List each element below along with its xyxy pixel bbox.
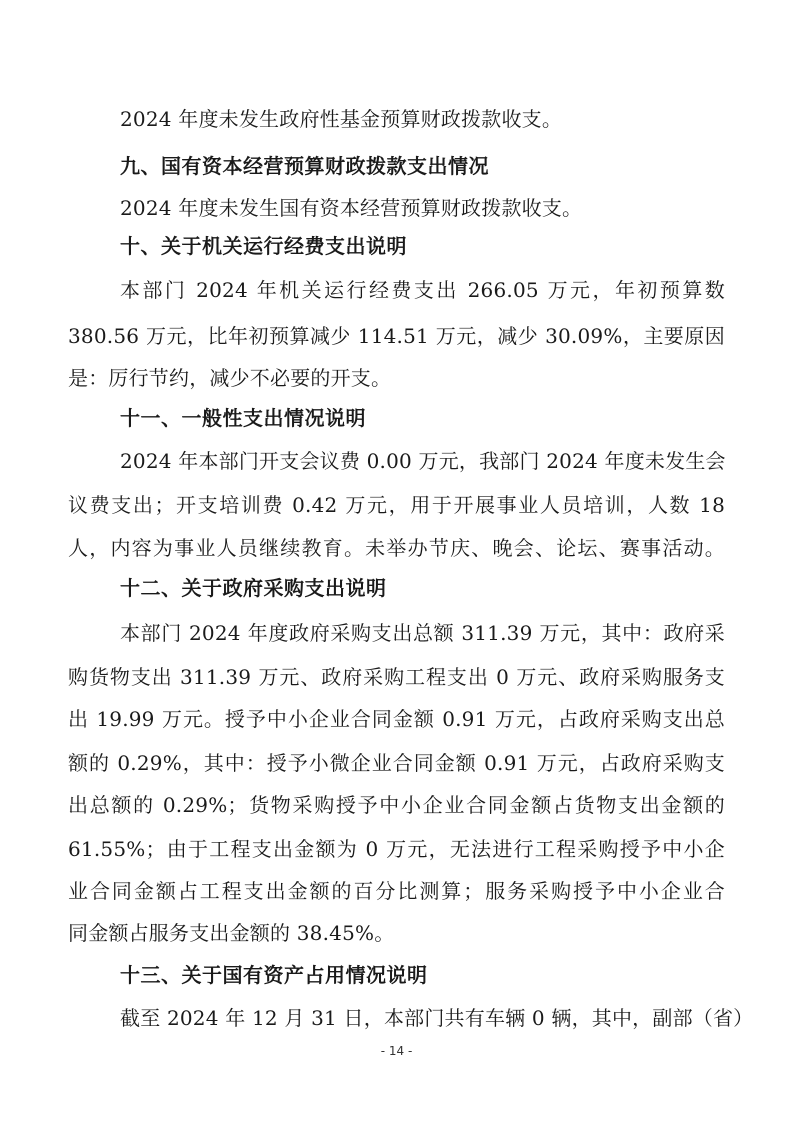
section11-line-1: 2024 年本部门开支会议费 0.00 万元，我部门 2024 年度未发生会 [120, 449, 726, 473]
section12-line-8: 同金额占服务支出金额的 38.45%。 [68, 921, 395, 945]
section12-line-5: 出总额的 0.29%；货物采购授予中小企业合同金额占货物支出金额的 [68, 793, 725, 817]
section13-line-1: 截至 2024 年 12 月 31 日，本部门共有车辆 0 辆，其中，副部（省） [120, 1006, 754, 1030]
page-number: - 14 - [380, 1044, 413, 1058]
section11-line-2: 议费支出；开支培训费 0.42 万元，用于开展事业人员培训，人数 18 [68, 493, 725, 517]
section13-heading: 十三、关于国有资产占用情况说明 [120, 963, 428, 987]
section8-line-1: 2024 年度未发生政府性基金预算财政拨款收支。 [120, 107, 563, 131]
section11-line-3: 人，内容为事业人员继续教育。未举办节庆、晚会、论坛、赛事活动。 [68, 536, 725, 560]
section12-line-2: 购货物支出 311.39 万元、政府采购工程支出 0 万元、政府采购服务支 [68, 665, 725, 689]
section12-heading: 十二、关于政府采购支出说明 [120, 576, 387, 600]
section12-line-1: 本部门 2024 年度政府采购支出总额 311.39 万元，其中：政府采 [120, 621, 725, 645]
section10-line-3: 是：厉行节约，减少不必要的开支。 [68, 366, 392, 390]
section10-line-2: 380.56 万元，比年初预算减少 114.51 万元，减少 30.09%，主要原因 [68, 324, 725, 348]
section12-line-4: 额的 0.29%，其中：授予小微企业合同金额 0.91 万元，占政府采购支 [68, 751, 725, 775]
section11-heading: 十一、一般性支出情况说明 [120, 406, 366, 430]
section10-heading: 十、关于机关运行经费支出说明 [120, 234, 407, 258]
section12-line-7: 业合同金额占工程支出金额的百分比测算；服务采购授予中小企业合 [68, 879, 725, 903]
section9-heading: 九、国有资本经营预算财政拨款支出情况 [120, 154, 489, 178]
section10-line-1: 本部门 2024 年机关运行经费支出 266.05 万元，年初预算数 [120, 278, 725, 302]
section9-line-1: 2024 年度未发生国有资本经营预算财政拨款收支。 [120, 196, 583, 220]
section12-line-6: 61.55%；由于工程支出金额为 0 万元，无法进行工程采购授予中小企 [68, 837, 725, 861]
section12-line-3: 出 19.99 万元。授予中小企业合同金额 0.91 万元，占政府采购支出总 [68, 707, 725, 731]
